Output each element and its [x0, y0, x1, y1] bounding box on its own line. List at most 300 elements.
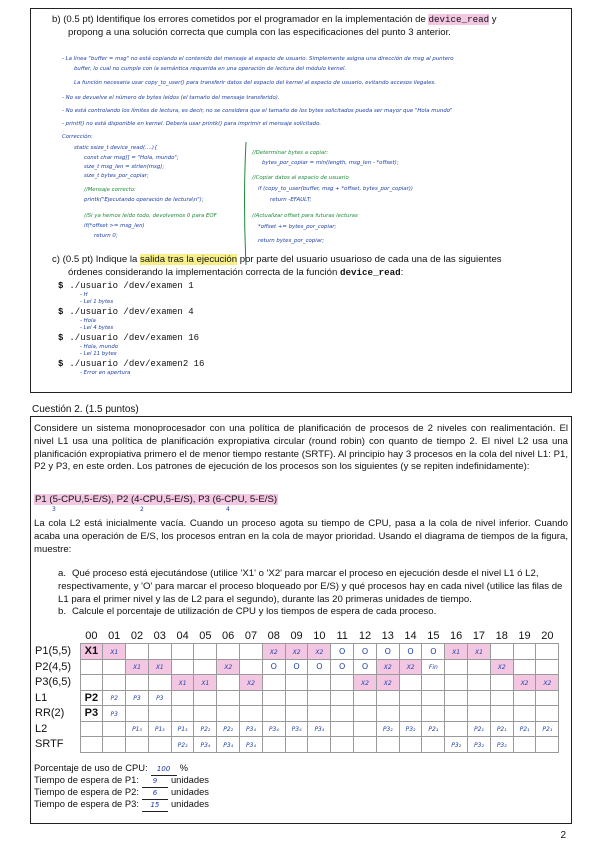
question-c-text: c) (0.5 pt) Indique la [52, 254, 140, 265]
handwritten-mark: P3 [133, 695, 141, 703]
grid-cell[interactable] [468, 675, 491, 691]
handwritten-mark: X1 [474, 648, 483, 656]
handwritten-mark: X2 [383, 679, 392, 687]
grid-cell[interactable] [103, 659, 126, 675]
grid-cell[interactable] [194, 675, 217, 691]
grid-cell[interactable] [240, 659, 263, 675]
grid-cell[interactable] [80, 721, 103, 737]
handwritten-mark: X2 [520, 679, 529, 687]
handwritten-code: const char msg[] = "Hola, mundo"; [84, 155, 179, 161]
blocked-mark: O [361, 662, 369, 672]
handwritten-mark: X2 [360, 679, 369, 687]
grid-cell[interactable] [513, 690, 536, 706]
row-label: RR(2) [35, 707, 65, 720]
grid-cell[interactable] [217, 737, 240, 753]
blocked-mark: O [384, 646, 391, 656]
handwritten-mark: X1 [110, 648, 119, 656]
grid-cell[interactable] [354, 659, 377, 675]
grid-cell[interactable] [468, 721, 491, 737]
handwritten-comment: //Mensaje correcto: [84, 187, 136, 193]
question-b-line1 [52, 14, 497, 26]
grid-cell[interactable] [376, 659, 399, 675]
grid-cell[interactable] [513, 706, 536, 722]
handwritten-code: size_t bytes_por_copiar; [84, 173, 149, 179]
blocked-mark: O [316, 662, 323, 672]
handwritten-code: printk("Ejecutando operación de lectura\n"); [84, 197, 204, 203]
time-header: 00 [85, 629, 98, 642]
grid-cell[interactable] [445, 706, 468, 722]
item-a [58, 568, 564, 606]
time-header: 08 [267, 629, 280, 642]
item-b [58, 606, 564, 619]
handwritten-mark: P3₂ [405, 726, 416, 734]
grid-cell[interactable] [262, 721, 285, 737]
grid-cell[interactable] [194, 644, 217, 660]
grid-cell[interactable] [103, 737, 126, 753]
handwritten-line: La función necesaria usar copy_to_user() para transferir datos del espacio del kernel al espacio de usuario, evitando accesos ilegales. [74, 80, 436, 86]
time-header: 18 [495, 629, 508, 642]
grid-cell[interactable] [422, 644, 445, 660]
grid-cell[interactable] [513, 659, 536, 675]
item-a-label: a. [58, 568, 67, 579]
grid-cell[interactable] [468, 690, 491, 706]
grid-cell[interactable] [331, 706, 354, 722]
grid-cell[interactable] [262, 659, 285, 675]
grid-cell[interactable] [262, 690, 285, 706]
blocked-mark: O [339, 662, 346, 672]
annotation-number: 3 [52, 506, 56, 513]
grid-cell[interactable] [399, 644, 422, 660]
grid-cell[interactable] [376, 675, 399, 691]
handwritten-mark: P3₄ [268, 726, 279, 734]
grid-cell[interactable] [308, 644, 331, 660]
handwritten-mark: P3₂ [474, 741, 484, 749]
wait-p2-label: Tiempo de espera de P2: [34, 786, 139, 797]
grid-cell[interactable]: P3 [80, 706, 103, 722]
item-b-text: Calcule el porcentaje de utilización de CPU y los tiempos de espera de cada proceso. [72, 606, 437, 617]
handwritten-code: return bytes_por_copiar; [258, 238, 325, 244]
grid-cell[interactable] [308, 737, 331, 753]
handwritten-mark: P2₁ [496, 726, 507, 734]
grid-cell[interactable] [308, 706, 331, 722]
handwritten-mark: P3 [110, 710, 118, 718]
cpu-usage-label: Porcentaje de uso de CPU: [34, 762, 148, 773]
grid-cell[interactable] [422, 706, 445, 722]
grid-cell[interactable] [240, 737, 263, 753]
row-label: L2 [35, 722, 48, 735]
intro-paragraph: Considere un sistema monoprocesador con una política de planificación de procesos de 2 niveles con realimentación. El nivel L1 usa una política de planificación expropiativa circular (round robin) con quanto de tiempo 2. El nivel L2 usa una planificación expropiativa primero el de menor tiempo restante (SRTF). Al principio hay 3 procesos en la cola del nivel L1: P1, P2 y P3, en este orden. Los patrones de ejecución de los procesos son los siguientes (y se repiten indefinidamente): [34, 423, 568, 473]
time-header: 04 [176, 629, 189, 642]
grid-cell[interactable] [490, 721, 513, 737]
handwritten-code: static ssize_t device_read(....){ [74, 145, 158, 151]
grid-cell[interactable] [331, 644, 354, 660]
queue-paragraph: La cola L2 está inicialmente vacía. Cuando un proceso agota su tiempo de CPU, pasa a la cola de nivel inferior. Cuando acaba una operación de E/S, los procesos entran en la cola de mayor prioridad. Usando el diagrama de tiempos de la figura, muestre: [34, 518, 568, 555]
blocked-mark: O [270, 662, 277, 672]
grid-cell[interactable] [422, 675, 445, 691]
grid-cell[interactable] [354, 737, 377, 753]
unit-label: unidades [170, 774, 209, 785]
handwritten-mark: P2₂ [223, 726, 234, 734]
grid-cell[interactable] [217, 721, 240, 737]
grid-cell[interactable] [148, 690, 171, 706]
handwritten-mark: P1₃ [132, 726, 142, 734]
grid-cell[interactable] [148, 675, 171, 691]
time-header: 13 [381, 629, 394, 642]
handwritten-mark: X2 [406, 664, 415, 672]
grid-cell[interactable] [148, 706, 171, 722]
grid-cell[interactable] [445, 659, 468, 675]
handwritten-mark: X2 [543, 679, 552, 687]
handwritten-mark: P2₁ [474, 726, 484, 734]
blocked-mark: O [407, 646, 414, 656]
time-header: 01 [108, 629, 121, 642]
time-header: 10 [313, 629, 326, 642]
grid-cell[interactable] [468, 737, 491, 753]
grid-cell[interactable] [331, 737, 354, 753]
handwritten-mark: P3₄ [314, 726, 325, 734]
grid-cell[interactable] [513, 737, 536, 753]
grid-cell[interactable] [262, 675, 285, 691]
command-text: ./usuario /dev/examen 16 [69, 333, 200, 343]
grid-cell[interactable] [376, 706, 399, 722]
question-c-tail: por parte del usuario usuarioso de cada una de las siguientes [237, 254, 502, 265]
grid-cell[interactable] [148, 659, 171, 675]
grid-cell[interactable] [354, 675, 377, 691]
grid-cell[interactable] [285, 737, 308, 753]
handwritten-line: - No se devuelve el número de bytes leídos (el tamaño del mensaje transferido). [62, 95, 280, 101]
grid-cell[interactable] [262, 644, 285, 660]
grid-cell[interactable] [285, 659, 308, 675]
item-b-label: b. [58, 606, 67, 617]
handwritten-mark: P3₄ [291, 726, 302, 734]
grid-cell[interactable] [126, 721, 149, 737]
grid-cell[interactable] [240, 690, 263, 706]
command-text: ./usuario /dev/examen 4 [69, 307, 194, 317]
blocked-mark: O [339, 646, 346, 656]
handwritten-code: *offset += bytes_por_copiar; [258, 224, 337, 230]
grid-cell[interactable] [194, 690, 217, 706]
time-header: 20 [541, 629, 554, 642]
handwritten-code: if (copy_to_user(buffer, msg + *offset, bytes_por_copiar)) [258, 186, 414, 192]
grid-cell[interactable] [126, 644, 149, 660]
handwritten-line: - No está controlando los límites de lectura, es decir, no se considera que el tamaño de los bytes solicitados pueda ser mayor que "Hola mundo" [62, 108, 453, 114]
grid-cell[interactable] [536, 690, 559, 706]
grid-cell[interactable] [536, 721, 559, 737]
grid-cell[interactable] [513, 644, 536, 660]
grid-cell[interactable] [171, 644, 194, 660]
row-label: SRTF [35, 738, 64, 751]
grid-cell[interactable] [490, 675, 513, 691]
command-text: ./usuario /dev/examen2 16 [69, 359, 205, 369]
row-label: L1 [35, 691, 48, 704]
question-c-line1 [52, 254, 502, 266]
handwritten-mark: P3₄ [200, 741, 211, 749]
grid-cell[interactable] [240, 644, 263, 660]
grid-cell[interactable] [422, 737, 445, 753]
grid-cell[interactable] [445, 690, 468, 706]
grid-cell[interactable] [194, 659, 217, 675]
annotation-number: 2 [140, 506, 144, 513]
blocked-mark: O [361, 646, 369, 656]
grid-cell[interactable] [308, 675, 331, 691]
wait-p3-row [34, 798, 209, 812]
row-label: P1(5,5) [35, 645, 72, 658]
grid-cell[interactable] [217, 659, 240, 675]
grid-cell[interactable] [171, 659, 194, 675]
handwritten-mark: X2 [269, 648, 278, 656]
grid-cell[interactable] [536, 675, 559, 691]
unit-label: unidades [170, 786, 209, 797]
grid-cell[interactable] [80, 659, 103, 675]
prompt: $ [58, 359, 64, 369]
grid-cell[interactable] [376, 721, 399, 737]
grid-cell[interactable] [194, 706, 217, 722]
page-number: 2 [560, 830, 566, 841]
time-header: 05 [199, 629, 212, 642]
grid-cell[interactable] [399, 706, 422, 722]
handwritten-mark: X1 [178, 679, 187, 687]
grid-cell[interactable] [148, 644, 171, 660]
command-output: - Leí 4 bytes [80, 325, 114, 331]
handwritten-mark: X2 [383, 664, 392, 672]
grid-cell[interactable] [217, 644, 240, 660]
grid-cell[interactable] [171, 737, 194, 753]
grid-cell[interactable] [126, 659, 149, 675]
handwritten-mark: X1 [452, 648, 461, 656]
grid-cell[interactable] [422, 659, 445, 675]
handwritten-mark: P2₂ [200, 726, 211, 734]
grid-cell[interactable] [354, 721, 377, 737]
grid-cell[interactable] [354, 644, 377, 660]
handwritten-mark: P3₂ [496, 741, 507, 749]
grid-cell[interactable] [490, 706, 513, 722]
grid-cell[interactable] [80, 675, 103, 691]
grid-cell[interactable] [490, 644, 513, 660]
grid-cell[interactable] [376, 737, 399, 753]
handwritten-line: Corrección: [62, 134, 93, 140]
handwritten-comment: //Copiar datos al espacio de usuario [252, 175, 349, 181]
section-title: Cuestión 2. (1.5 puntos) [32, 404, 139, 415]
grid-row [34, 659, 559, 675]
time-header: 16 [450, 629, 463, 642]
blocked-mark: O [293, 662, 300, 672]
wait-p2-answer[interactable]: 6 [142, 788, 168, 800]
grid-cell[interactable] [126, 675, 149, 691]
handwritten-mark: P1₃ [177, 726, 188, 734]
handwritten-mark: P2₁ [519, 726, 530, 734]
grid-cell[interactable] [285, 706, 308, 722]
grid-cell[interactable] [536, 644, 559, 660]
handwritten-mark: P3₄ [246, 741, 256, 749]
time-header: 07 [244, 629, 258, 642]
grid-row [34, 644, 559, 660]
grid-cell[interactable] [308, 659, 331, 675]
question-c-highlight: salida tras la ejecución [140, 254, 238, 265]
handwritten-code: return 0; [94, 233, 118, 239]
grid-cell[interactable] [126, 690, 149, 706]
grid-cell[interactable] [445, 675, 468, 691]
grid-cell[interactable] [376, 690, 399, 706]
grid-cell[interactable] [331, 721, 354, 737]
grid-cell[interactable] [331, 690, 354, 706]
grid-cell[interactable] [285, 644, 308, 660]
grid-cell[interactable] [285, 690, 308, 706]
prompt: $ [58, 281, 64, 291]
wait-p1-answer[interactable]: 9 [142, 776, 168, 788]
handwritten-comment: //Si ya hemos leído todo, devolvemos 0 para EOF [84, 213, 217, 219]
question-b-code: device_read [428, 14, 490, 25]
grid-row [34, 706, 559, 722]
grid-cell[interactable] [354, 690, 377, 706]
grid-cell[interactable] [445, 721, 468, 737]
grid-cell[interactable]: P2 [80, 690, 103, 706]
handwritten-mark: P3₂ [382, 726, 393, 734]
grid-cell[interactable] [422, 721, 445, 737]
grid-cell[interactable] [103, 644, 126, 660]
handwritten-mark: P3 [156, 695, 164, 703]
grid-cell[interactable] [103, 675, 126, 691]
process-patterns: P1 (5-CPU,5-E/S), P2 (4-CPU,5-E/S), P3 (6-CPU, 5-E/S) [35, 494, 278, 505]
grid-cell[interactable] [80, 737, 103, 753]
grid-cell[interactable] [103, 721, 126, 737]
wait-p3-answer[interactable]: 15 [142, 800, 168, 812]
unit-label: unidades [170, 798, 209, 809]
time-header: 06 [222, 629, 235, 642]
grid-cell[interactable] [240, 721, 263, 737]
time-header: 09 [290, 629, 303, 642]
handwritten-line: buffer, lo cual no cumple con la semántica requerida en una operación de lectura del módulo kernel. [74, 66, 347, 72]
prompt: $ [58, 333, 64, 343]
grid-cell[interactable] [171, 706, 194, 722]
handwritten-comment: //Determinar bytes a copiar: [252, 150, 329, 156]
grid-cell[interactable] [331, 659, 354, 675]
grid-cell[interactable] [194, 737, 217, 753]
grid-cell[interactable] [240, 706, 263, 722]
blocked-mark: O [430, 646, 437, 656]
question-b-text: b) (0.5 pt) Identifique los errores cometidos por el programador en la implementación de [52, 14, 429, 25]
grid-cell[interactable] [399, 659, 422, 675]
grid-cell[interactable] [399, 721, 422, 737]
grid-cell[interactable] [308, 690, 331, 706]
handwritten-code: size_t msg_len = strlen(msg); [84, 164, 165, 170]
handwritten-mark: P1₃ [154, 726, 165, 734]
grid-cell[interactable] [148, 737, 171, 753]
grid-cell[interactable] [262, 737, 285, 753]
grid-cell[interactable] [536, 659, 559, 675]
grid-cell[interactable] [536, 706, 559, 722]
handwritten-comment: //Actualizar offset para futuras lecturas [252, 213, 358, 219]
time-header: 17 [472, 629, 486, 642]
grid-cell[interactable] [240, 675, 263, 691]
grid-corner [34, 628, 80, 644]
handwritten-code: return -EFAULT; [270, 197, 312, 203]
grid-cell[interactable] [399, 675, 422, 691]
question-c-colon: : [400, 267, 404, 278]
grid-cell[interactable] [126, 706, 149, 722]
grid-cell[interactable] [354, 706, 377, 722]
item-a-text: Qué proceso está ejecutándose (utilice 'X1' o 'X2' para marcar el proceso en ejecución desde el nivel L1 ó L2, respectivamente, y 'O' para marcar el proceso bloqueado por E/S) y qué procesos hay en cada nivel (utilice las filas de L1 para el primer nivel y las de L2 para el segundo), durante las 20 primeras unidades de tiempo. [58, 568, 563, 605]
grid-cell[interactable] [148, 721, 171, 737]
grid-cell[interactable] [217, 675, 240, 691]
grid-cell[interactable] [126, 737, 149, 753]
grid-row [34, 675, 559, 691]
grid-cell[interactable] [171, 721, 194, 737]
grid-cell[interactable] [445, 737, 468, 753]
command-output: - Hola, mundo [80, 344, 119, 350]
grid-cell[interactable] [103, 690, 126, 706]
grid-cell[interactable] [217, 706, 240, 722]
handwritten-line: - printf() no está disponible en kernel. Debería usar printk() para imprimir el mensaje solicitado. [62, 121, 322, 127]
handwritten-mark: P2₁ [542, 726, 553, 734]
cpu-usage-answer[interactable]: 100 [151, 764, 177, 776]
grid-cell[interactable] [490, 690, 513, 706]
grid-cell[interactable] [262, 706, 285, 722]
grid-cell[interactable] [468, 644, 491, 660]
grid-cell[interactable] [490, 737, 513, 753]
grid-cell[interactable] [490, 659, 513, 675]
question-c-code: device_read [339, 267, 401, 278]
handwritten-line: - La línea "buffer = msg" no está copiando el contenido del mensaje al espacio de usuario. Simplemente asigna una dirección de msg al puntero [62, 56, 454, 62]
command-line [58, 333, 199, 343]
time-header: 11 [336, 629, 348, 642]
bracket-divider [240, 140, 252, 270]
handwritten-mark: P2 [110, 695, 118, 703]
grid-cell[interactable]: X1 [80, 644, 103, 660]
grid-cell[interactable] [536, 737, 559, 753]
grid-row [34, 721, 559, 737]
grid-cell[interactable] [399, 737, 422, 753]
handwritten-mark: P3₄ [223, 741, 234, 749]
time-header: 14 [404, 629, 417, 642]
grid-cell[interactable] [376, 644, 399, 660]
grid-cell[interactable] [422, 690, 445, 706]
handwritten-mark: P3₄ [246, 726, 256, 734]
grid-cell[interactable] [217, 690, 240, 706]
grid-cell[interactable] [308, 721, 331, 737]
row-label: P3(6,5) [35, 676, 72, 689]
grid-cell[interactable] [285, 721, 308, 737]
command-line [58, 281, 194, 291]
question-b-line2: propong a una solución correcta que cumpla con las especificaciones del punto 3 anterior. [68, 27, 451, 38]
grid-row [34, 737, 559, 753]
handwritten-code: if(*offset >= msg_len) [84, 223, 145, 229]
grid-cell[interactable] [468, 659, 491, 675]
wait-p1-label: Tiempo de espera de P1: [34, 774, 139, 785]
grid-row [34, 690, 559, 706]
grid-cell[interactable] [103, 706, 126, 722]
grid-cell[interactable] [194, 721, 217, 737]
handwritten-mark: Fin [428, 664, 438, 672]
command-text: ./usuario /dev/examen 1 [69, 281, 194, 291]
timing-diagram [34, 628, 559, 753]
grid-cell[interactable] [513, 675, 536, 691]
command-output: - H [80, 292, 88, 298]
question-b-tail: y [489, 14, 497, 25]
grid-cell[interactable] [171, 690, 194, 706]
handwritten-mark: X1 [133, 664, 141, 672]
grid-cell[interactable] [445, 644, 468, 660]
grid-cell[interactable] [171, 675, 194, 691]
grid-cell[interactable] [285, 675, 308, 691]
grid-cell[interactable] [399, 690, 422, 706]
command-output: - Leí 1 bytes [80, 299, 114, 305]
grid-cell[interactable] [513, 721, 536, 737]
handwritten-mark: P2₁ [428, 726, 439, 734]
handwritten-mark: X1 [201, 679, 210, 687]
row-label: P2(4,5) [35, 660, 72, 673]
grid-cell[interactable] [468, 706, 491, 722]
grid-cell[interactable] [331, 675, 354, 691]
